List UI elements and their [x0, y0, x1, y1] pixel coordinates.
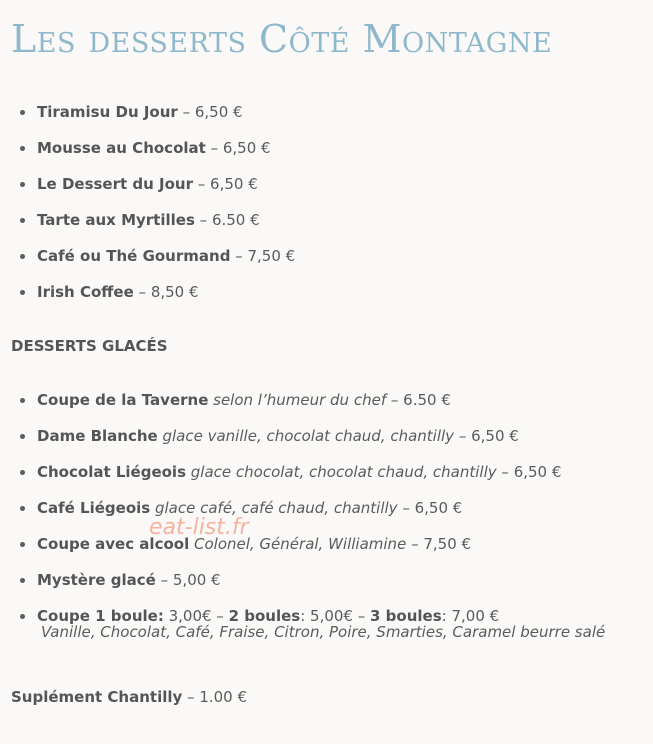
- item-separator: –: [133, 283, 151, 301]
- boule-one-price: 3,00€ –: [163, 607, 229, 625]
- list-item: [0, 166, 295, 202]
- boule-flavors: Vanille, Chocolat, Café, Fraise, Citron, Poire, Smarties, Caramel beurre salé: [41, 623, 606, 641]
- item-name: Café Liégeois: [37, 499, 151, 517]
- item-price: 6,50 €: [222, 139, 271, 157]
- desserts-list: [0, 94, 295, 310]
- item-separator: –: [386, 391, 404, 409]
- item-separator: –: [205, 139, 223, 157]
- section-heading-desserts-glaces: DESSERTS GLACÉS: [11, 337, 168, 355]
- item-name: Irish Coffee: [37, 283, 134, 301]
- boule-three-label: 3 boules: [370, 607, 442, 625]
- list-item: [0, 94, 295, 130]
- item-separator: –: [230, 247, 248, 265]
- list-item: [0, 274, 295, 310]
- item-description: selon l’humeur du chef: [208, 391, 387, 409]
- supplement-price: 1.00 €: [199, 688, 248, 706]
- item-name: Tiramisu Du Jour: [37, 103, 178, 121]
- item-name: Café ou Thé Gourmand: [37, 247, 231, 265]
- boule-one-label: Coupe 1 boule:: [37, 607, 164, 625]
- item-separator: –: [193, 175, 211, 193]
- item-separator: –: [177, 103, 195, 121]
- item-price: 6.50 €: [403, 391, 451, 409]
- item-price: 6,50 €: [471, 427, 519, 445]
- item-price: 6,50 €: [210, 175, 258, 193]
- item-name: Le Dessert du Jour: [37, 175, 193, 193]
- item-separator: –: [496, 463, 514, 481]
- supplement-name: Suplément Chantilly: [11, 688, 183, 706]
- list-item: [0, 418, 561, 454]
- item-price: 6,50 €: [513, 463, 562, 481]
- item-name: Dame Blanche: [37, 427, 158, 445]
- item-separator: –: [454, 427, 472, 445]
- watermark: eat-list.fr: [149, 515, 249, 540]
- item-description: glace vanille, chocolat chaud, chantilly: [157, 427, 455, 445]
- item-price: 5,00 €: [172, 571, 221, 589]
- item-separator: –: [406, 535, 424, 553]
- list-item: [0, 130, 295, 166]
- item-separator: –: [194, 211, 212, 229]
- supplement-separator: –: [182, 688, 200, 706]
- list-item: [0, 526, 561, 562]
- boule-two-label: 2 boules: [228, 607, 301, 625]
- item-name: Tarte aux Myrtilles: [37, 211, 195, 229]
- boule-two-price: : 5,00€ –: [300, 607, 371, 625]
- item-price: 6,50 €: [194, 103, 243, 121]
- item-separator: –: [155, 571, 173, 589]
- list-item: [0, 562, 561, 598]
- item-description: glace café, café chaud, chantilly: [150, 499, 398, 517]
- supplement-line: [11, 685, 247, 709]
- page-title: Les desserts Côté Montagne: [11, 17, 553, 61]
- item-name: Mystère glacé: [37, 571, 156, 589]
- list-item: [0, 238, 295, 274]
- list-item: [0, 454, 561, 490]
- boule-three-price: : 7,00 €: [441, 607, 500, 625]
- item-price: 7,50 €: [247, 247, 296, 265]
- item-price: 8,50 €: [150, 283, 199, 301]
- item-price: 6,50 €: [414, 499, 463, 517]
- list-item: [0, 382, 561, 418]
- item-description: glace chocolat, chocolat chaud, chantilly: [186, 463, 497, 481]
- item-price: 7,50 €: [423, 535, 472, 553]
- item-price: 6.50 €: [211, 211, 260, 229]
- item-description: Colonel, Général, Williamine: [189, 535, 407, 553]
- list-item-boules: [0, 598, 606, 656]
- item-name: Chocolat Liégeois: [37, 463, 187, 481]
- list-item: [0, 490, 561, 526]
- item-separator: –: [397, 499, 415, 517]
- item-name: Coupe de la Taverne: [37, 391, 209, 409]
- desserts-glaces-list: [0, 382, 606, 656]
- list-item: [0, 202, 295, 238]
- item-name: Mousse au Chocolat: [37, 139, 206, 157]
- item-name: Coupe avec alcool: [37, 535, 190, 553]
